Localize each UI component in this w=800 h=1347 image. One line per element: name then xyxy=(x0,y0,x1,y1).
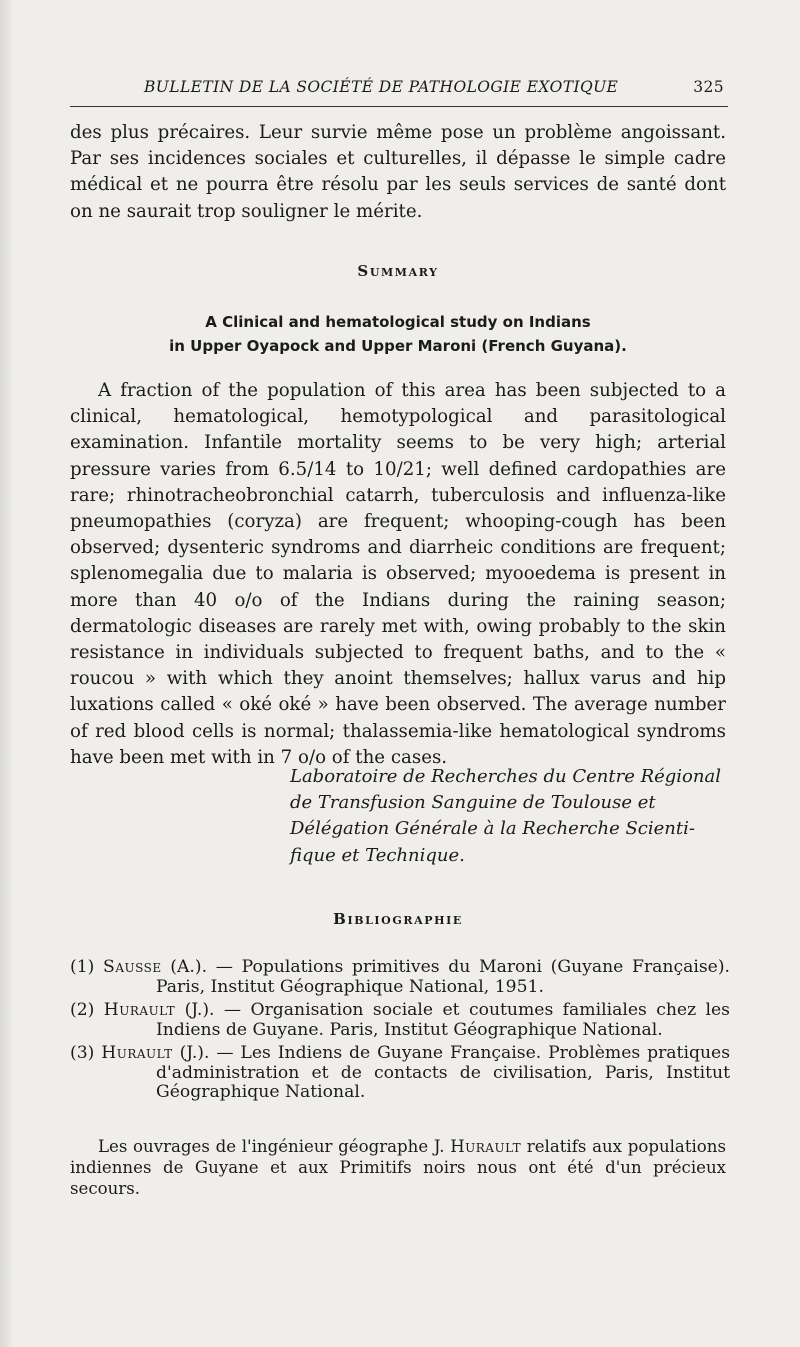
affiliation xyxy=(290,764,730,869)
summary-body: A fraction of the population of this area has been subjected to a clinical, hematological, hemotypological and parasitological examination. Infantile mortality seems to be very high; arterial pressure varies from 6.5/14 to 10/21; well defined cardopathies are rare; rhinotracheobronchial catarrh, tuberculosis and influenza-like pneumopathies (coryza) are frequent; whooping-cough has been observed; dysenteric syndroms and diarrheic conditions are frequent; splenomegalia due to malaria is observed; myooedema is present in more than 40 o/o of the Indians during the raining season; dermatologic diseases are rarely met with, owing probably to the skin resistance in individuals subjected to frequent baths, and to the « roucou » with which they anoint themselves; hallux varus and hip luxations called « oké oké » have been observed. The average number of red blood cells is normal; thalassemia-like hematological syndroms have been met with in 7 o/o of the cases. xyxy=(70,380,726,768)
affiliation-line-1: Laboratoire de Recherches du Centre Régional xyxy=(290,766,721,787)
page-edge-shadow xyxy=(0,0,14,1347)
summary-title-line-2: in Upper Oyapock and Upper Maroni (French Guyana). xyxy=(169,337,627,355)
closing-paragraph: Les ouvrages de l'ingénieur géographe J. Hurault relatifs aux populations indiennes de Guyane et aux Primitifs noirs nous ont été d'un précieux secours. xyxy=(70,1137,726,1198)
affiliation-line-2: de Transfusion Sanguine de Toulouse et xyxy=(290,792,656,814)
bibliography-list xyxy=(70,958,730,1107)
page-number: 325 xyxy=(693,78,724,96)
bibliography-entry: (3) Hurault (J.). — Les Indiens de Guyane Française. Problèmes pratiques d'administration et de contacts de civilisation, Paris, Institut Géographique National. xyxy=(70,1043,731,1102)
bibliography-entry: (2) Hurault (J.). — Organisation sociale et coutumes familiales chez les Indiens de Guyane. Paris, Institut Géographique National. xyxy=(70,1000,731,1040)
author-name: Hurault xyxy=(101,1043,173,1063)
summary-heading: Summary xyxy=(357,262,439,280)
intro-paragraph: des plus précaires. Leur survie même pose un problème angoissant. Par ses incidences sociales et culturelles, il dépasse le simple cadre médical et ne pourra être résolu par les seuls services de santé dont on ne saurait trop souligner le mérite. xyxy=(70,122,726,222)
author-name: Hurault xyxy=(103,1000,176,1020)
affiliation-line-3: Délégation Générale à la Recherche Scienti- xyxy=(290,818,695,840)
author-name: Hurault xyxy=(450,1137,522,1156)
header-rule xyxy=(70,106,728,107)
summary-title-line-1: A Clinical and hematological study on Indians xyxy=(205,313,591,331)
bibliography-entry: (1) Sausse (A.). — Populations primitives du Maroni (Guyane Française). Paris, Institut Géographique National, 1951. xyxy=(70,957,731,997)
affiliation-line-4: fique et Technique. xyxy=(290,844,465,866)
author-name: Sausse xyxy=(103,957,162,977)
journal-title: BULLETIN DE LA SOCIÉTÉ DE PATHOLOGIE EXOTIQUE xyxy=(144,78,619,96)
bibliography-heading: Bibliographie xyxy=(333,910,463,928)
